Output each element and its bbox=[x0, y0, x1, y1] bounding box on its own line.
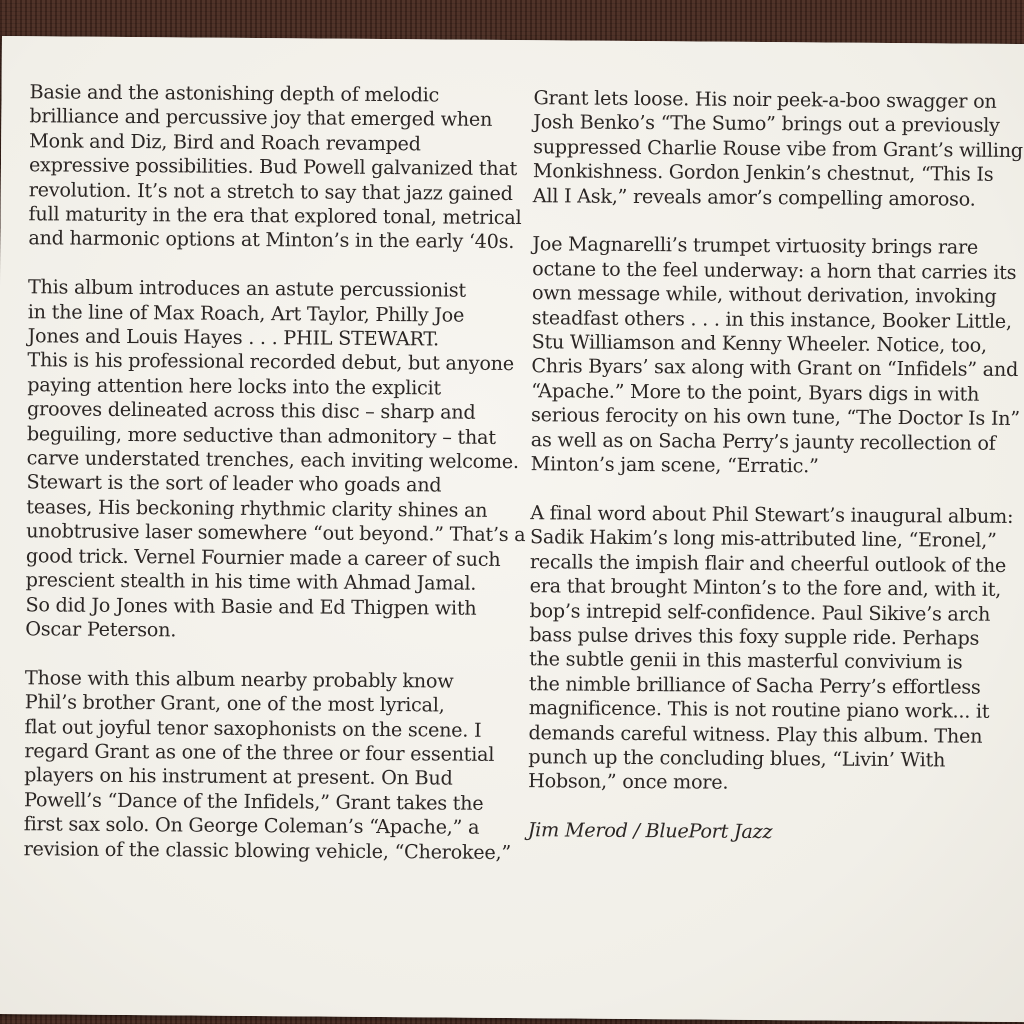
text-line: grooves delineated across this disc – sharp and bbox=[26, 397, 476, 424]
text-line: Those with this album nearby probably know bbox=[24, 665, 454, 693]
text-line: unobtrusive laser somewhere “out beyond.” That’s a bbox=[26, 519, 526, 547]
text-line: suppressed Charlie Rouse vibe from Grant’s willing bbox=[533, 134, 1023, 162]
text-line: revision of the classic blowing vehicle, “Cherokee,” bbox=[23, 836, 512, 864]
paragraph bbox=[28, 80, 534, 255]
text-line: bass pulse drives this foxy supple ride. Perhaps bbox=[529, 623, 980, 650]
paragraph bbox=[531, 233, 1024, 481]
text-line: demands careful witness. Play this album. Then bbox=[528, 720, 983, 748]
paragraph bbox=[533, 86, 1024, 212]
text-line: paying attention here locks into the explicit bbox=[27, 373, 442, 400]
text-line: This is his professional recorded debut, but anyone bbox=[27, 348, 514, 376]
text-line: Grant lets loose. His noir peek-a-boo swagger on bbox=[533, 86, 997, 113]
text-line: regard Grant as one of the three or four essential bbox=[24, 739, 495, 766]
text-line: teases, His beckoning rhythmic clarity shines an bbox=[26, 495, 488, 522]
text-line: punch up the concluding blues, “Livin’ With bbox=[528, 745, 946, 772]
text-line: steadfast others . . . in this instance, Booker Little, bbox=[531, 305, 1012, 333]
text-line: and harmonic options at Minton’s in the early ‘40s. bbox=[28, 226, 515, 254]
text-line: recalls the impish flair and cheerful outlook of the bbox=[529, 549, 1007, 577]
left-column bbox=[23, 80, 534, 889]
text-line: A final word about Phil Stewart’s inaugural album: bbox=[530, 501, 1014, 528]
text-line: expressive possibilities. Bud Powell galvanized that bbox=[28, 153, 518, 181]
text-line: bop’s intrepid self-confidence. Paul Sikive’s arch bbox=[529, 598, 991, 626]
text-line: full maturity in the era that explored tonal, metrical bbox=[28, 202, 522, 230]
paragraph bbox=[528, 501, 1024, 798]
text-line: Stewart is the sort of leader who goads and bbox=[26, 470, 442, 497]
text-line: the nimble brilliance of Sacha Perry’s effortless bbox=[528, 671, 981, 699]
text-line: first sax solo. On George Coleman’s “Apache,” a bbox=[23, 812, 480, 839]
text-line: Hobson,” once more. bbox=[528, 769, 729, 795]
text-line: Josh Benko’s “The Sumo” brings out a previously bbox=[533, 110, 1000, 138]
text-line: Stu Williamson and Kenny Wheeler. Notice, too, bbox=[531, 330, 987, 357]
text-line: beguiling, more seductive than admonitory – that bbox=[26, 421, 496, 449]
text-line: “Apache.” More to the point, Byars digs in with bbox=[531, 379, 980, 406]
text-line: revolution. It’s not a stretch to say that jazz gained bbox=[28, 177, 513, 205]
text-line: carve understated trenches, each inviting welcome. bbox=[26, 446, 519, 474]
text-line: All I Ask,” reveals amor’s compelling amoroso. bbox=[532, 183, 976, 211]
text-line: era that brought Minton’s to the fore and, with it, bbox=[529, 574, 1002, 601]
text-line: own message while, without derivation, invoking bbox=[531, 281, 997, 309]
text-line: serious ferocity on his own tune, “The Doctor Is In” bbox=[530, 403, 1020, 431]
liner-notes-page bbox=[0, 36, 1024, 1022]
paragraph bbox=[25, 275, 533, 645]
text-line: Sadik Hakim’s long mis-attributed line, “Eronel,” bbox=[529, 525, 997, 553]
text-line: good trick. Vernel Fournier made a career of such bbox=[25, 543, 501, 571]
text-line: Chris Byars’ sax along with Grant on “Infidels” and bbox=[531, 354, 1019, 382]
text-line: in the line of Max Roach, Art Taylor, Philly Joe bbox=[27, 299, 465, 327]
text-line: Minton’s jam scene, “Erratic.” bbox=[530, 452, 819, 478]
text-line: Oscar Peterson. bbox=[25, 617, 177, 642]
text-line: players on his instrument at present. On Bud bbox=[24, 763, 453, 790]
text-line: Basie and the astonishing depth of melodic bbox=[29, 80, 440, 107]
text-line: So did Jo Jones with Basie and Ed Thigpen with bbox=[25, 592, 477, 620]
text-line: the subtle genii in this masterful convivium is bbox=[529, 647, 963, 674]
text-line: This album introduces an astute percussionist bbox=[27, 275, 466, 302]
text-line: prescient stealth in his time with Ahmad Jamal. bbox=[25, 568, 477, 595]
text-line: brilliance and percussive joy that emerged when bbox=[29, 104, 493, 132]
text-line: flat out joyful tenor saxophonists on the scene. I bbox=[24, 714, 482, 742]
text-line: Monkishness. Gordon Jenkin’s chestnut, “This Is bbox=[532, 159, 994, 187]
text-line: as well as on Sacha Perry’s jaunty recollection of bbox=[530, 427, 996, 455]
author-signature: Jim Merod / BluePort Jazz bbox=[527, 818, 773, 844]
text-line: Powell’s “Dance of the Infidels,” Grant takes the bbox=[23, 787, 484, 815]
text-line: Joe Magnarelli’s trumpet virtuosity brings rare bbox=[532, 232, 979, 260]
text-line: magnificence. This is not routine piano work... it bbox=[528, 696, 990, 723]
right-column bbox=[528, 86, 1024, 846]
text-line: octane to the feel underway: a horn that carries its bbox=[532, 256, 1017, 284]
text-line: Phil’s brother Grant, one of the most lyrical, bbox=[24, 690, 445, 717]
text-line: Jones and Louis Hayes . . . PHIL STEWART. bbox=[27, 324, 440, 351]
paragraph bbox=[24, 666, 531, 865]
text-line: Monk and Diz, Bird and Roach revamped bbox=[29, 129, 421, 156]
